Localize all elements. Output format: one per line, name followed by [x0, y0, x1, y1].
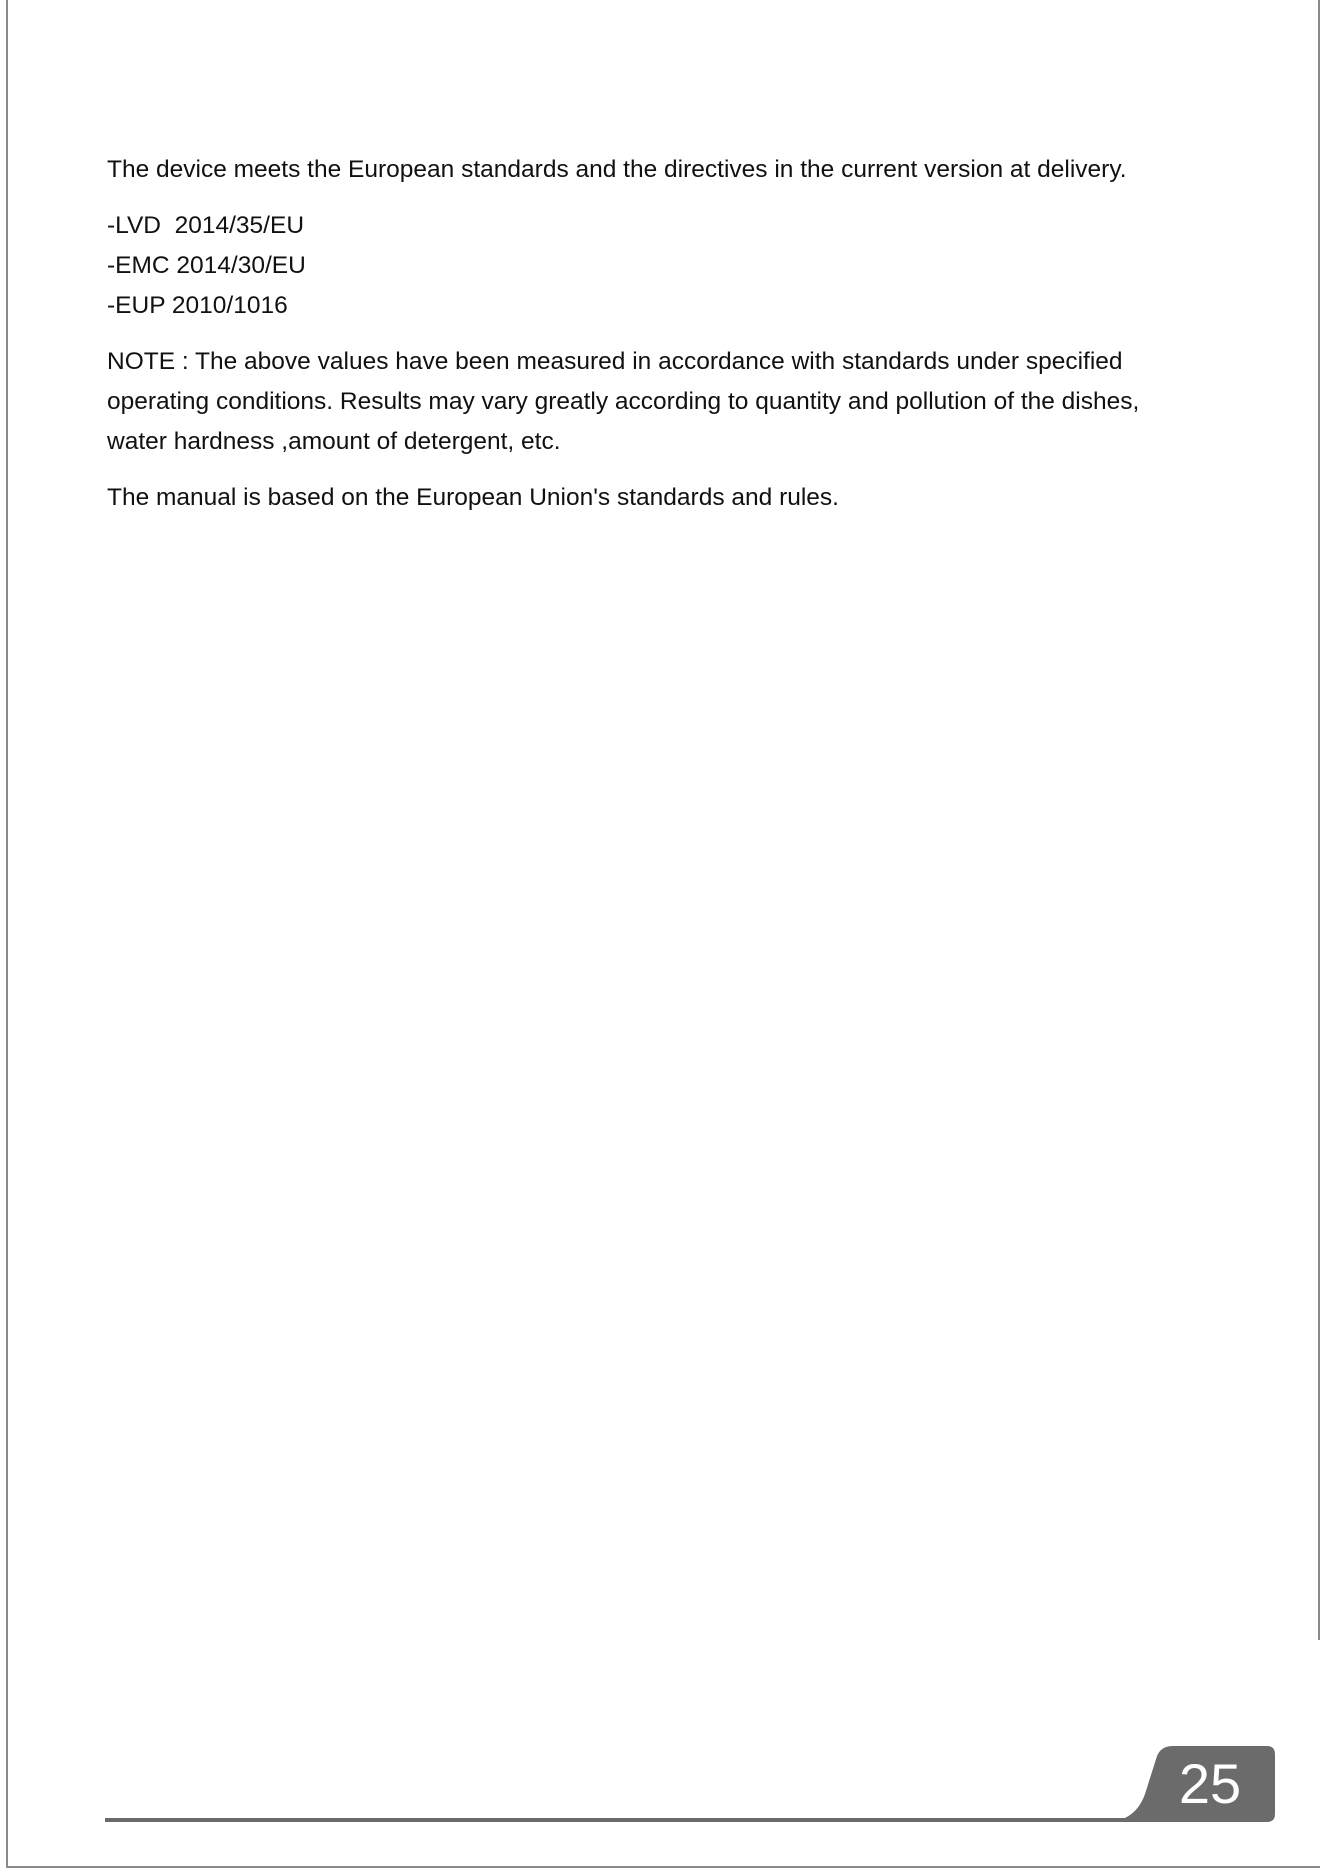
page-frame-bottom — [6, 1866, 1320, 1868]
footer-rule — [105, 1818, 1145, 1822]
standards-list — [107, 206, 1217, 326]
page-body — [107, 150, 1217, 534]
page-frame-left — [6, 0, 8, 1868]
page-number: 25 — [1178, 1752, 1242, 1815]
note-paragraph — [107, 342, 1217, 462]
closing-paragraph: The manual is based on the European Union's standards and rules. — [107, 484, 839, 511]
note-line-2: operating conditions. Results may vary greatly according to quantity and pollution of the dishes, — [107, 388, 1140, 415]
standard-item-emc: -EMC 2014/30/EU — [107, 252, 306, 279]
page-number-tab — [1105, 1744, 1275, 1824]
standard-item-lvd: -LVD 2014/35/EU — [107, 212, 305, 239]
note-line-3: water hardness ,amount of detergent, etc. — [107, 428, 561, 455]
note-line-1: NOTE : The above values have been measured in accordance with standards under specified — [107, 348, 1123, 375]
standard-item-eup: -EUP 2010/1016 — [107, 292, 288, 319]
page-frame-right — [1318, 0, 1320, 1640]
intro-paragraph: The device meets the European standards and the directives in the current version at delivery. — [107, 156, 1127, 183]
